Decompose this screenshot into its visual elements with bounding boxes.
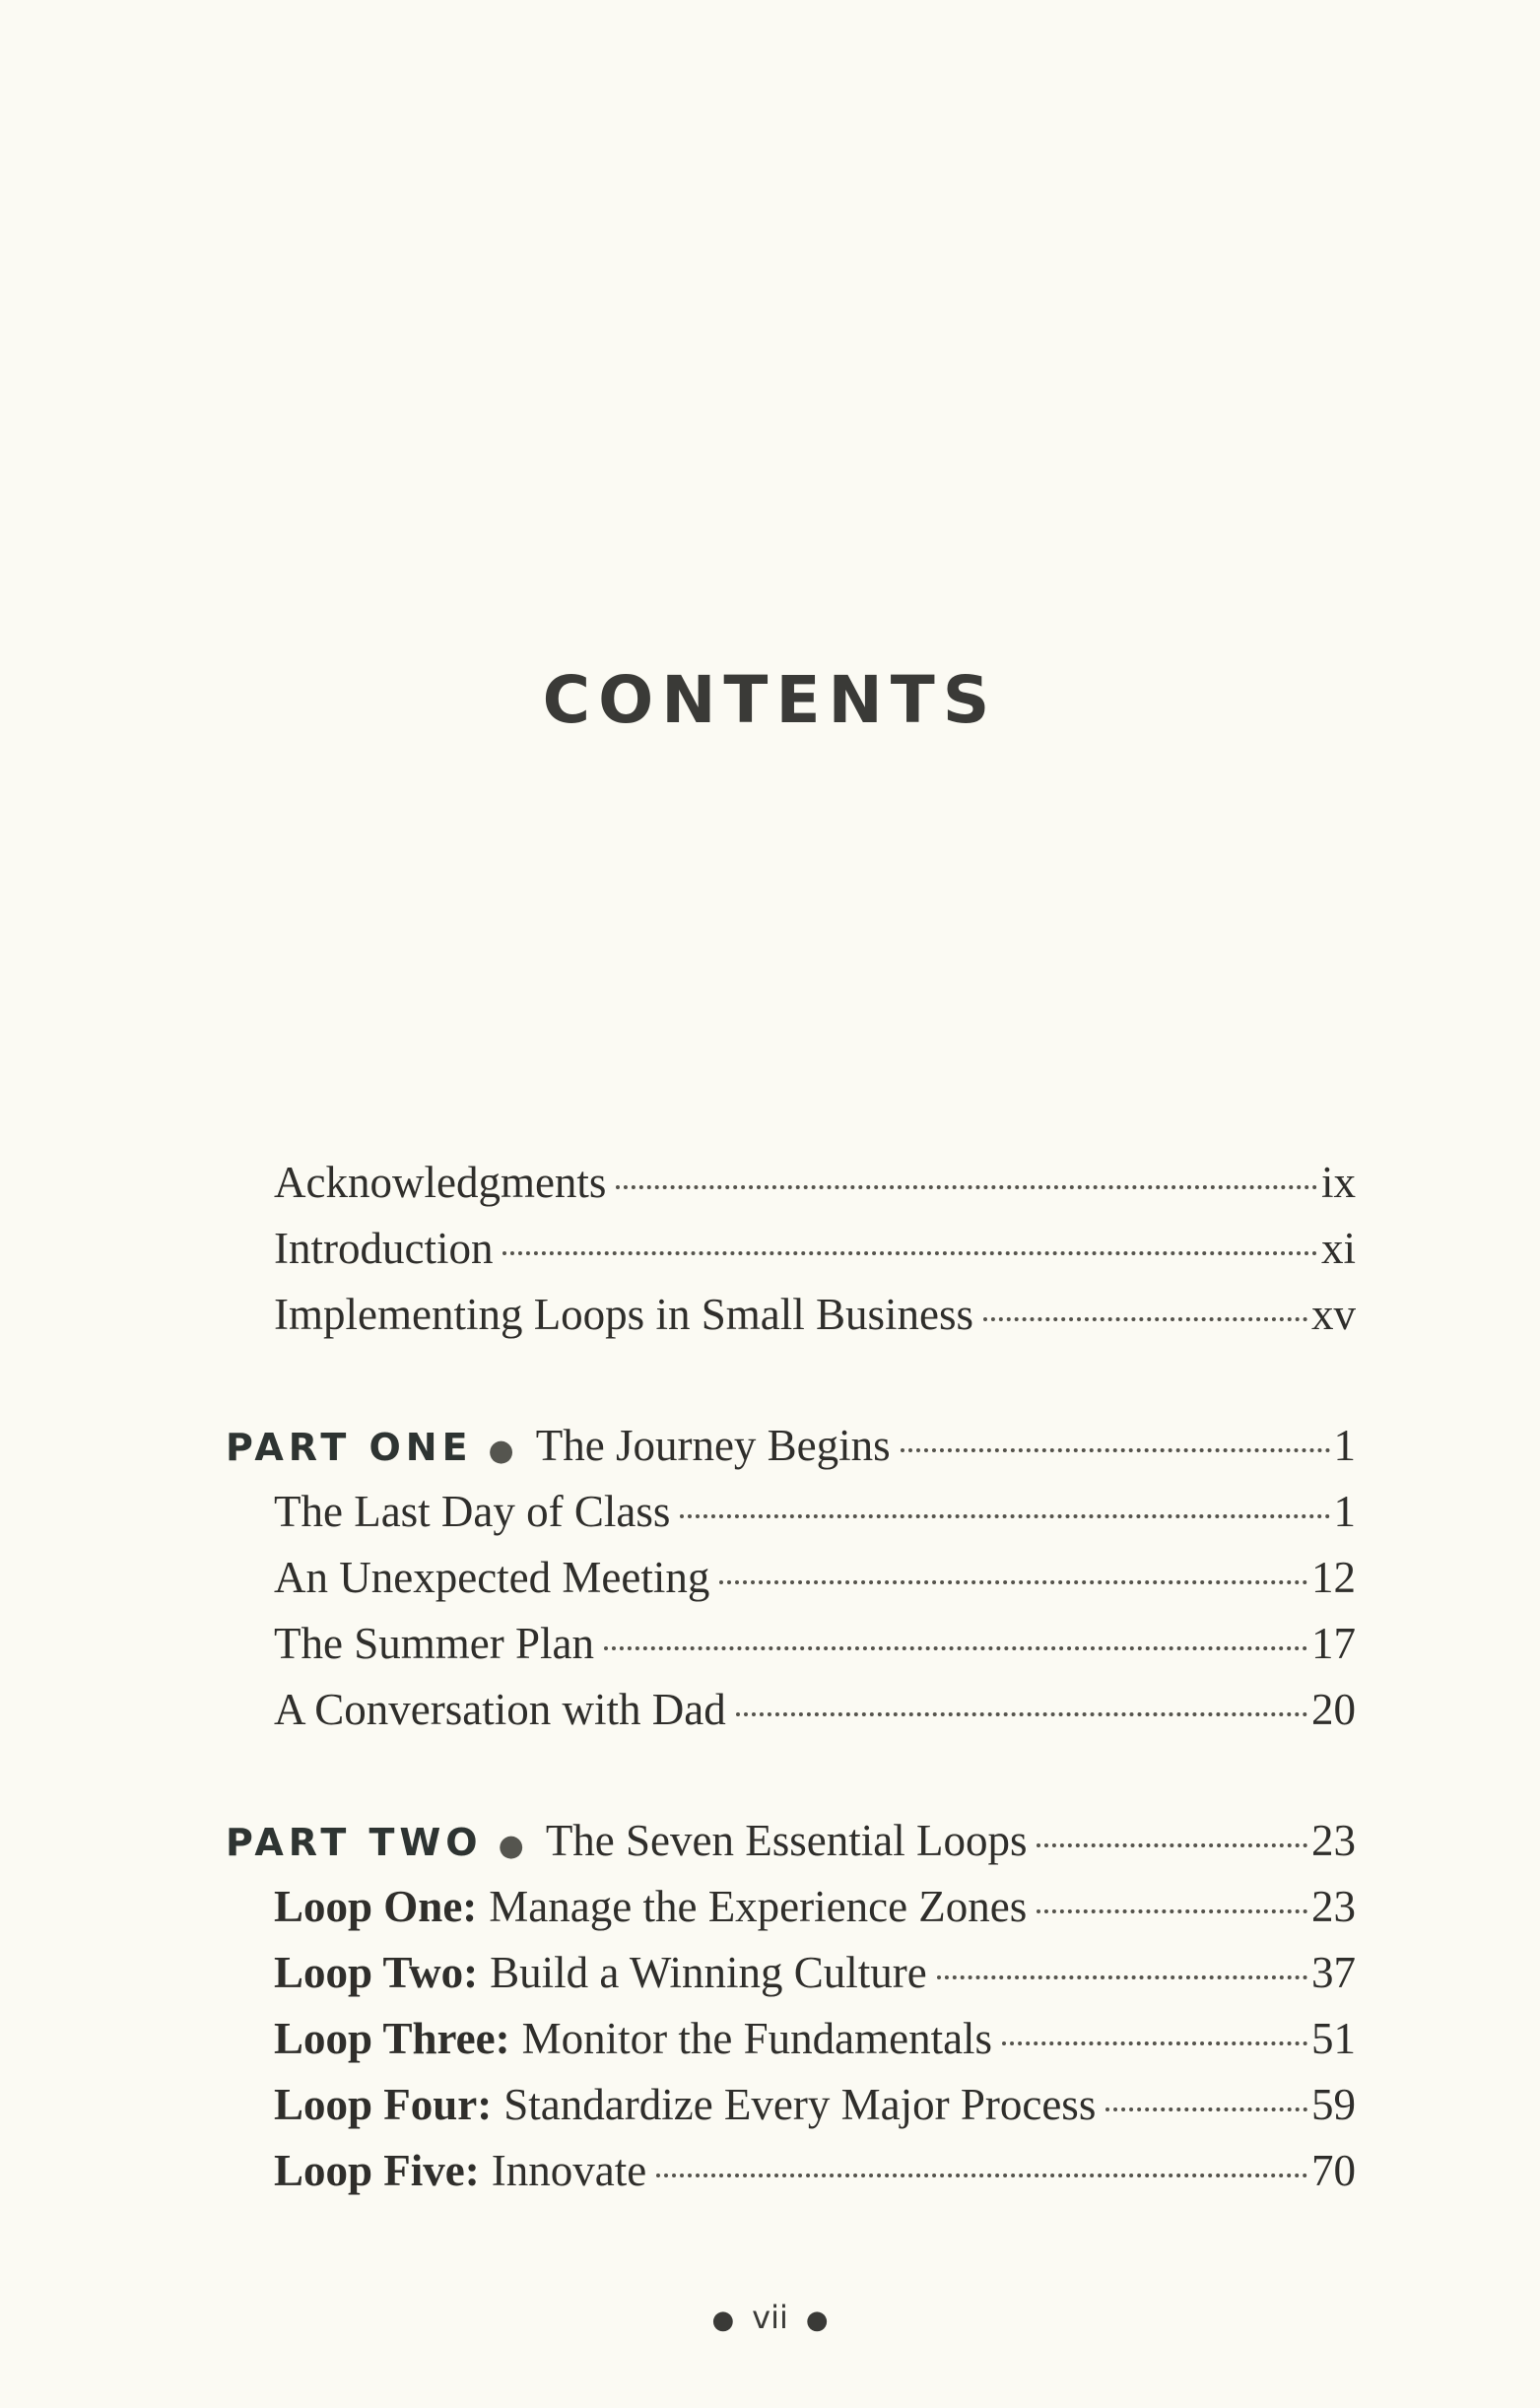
toc-entry-title: Build a Winning Culture (490, 1948, 927, 1997)
dot-leader (937, 1975, 1307, 1979)
dot-leader (616, 1185, 1317, 1189)
toc-entry-acknowledgments[interactable] (274, 1153, 1356, 1212)
toc-entry-title: A Conversation with Dad (274, 1685, 726, 1734)
dot-leader (901, 1448, 1330, 1452)
part-title: The Journey Begins (535, 1421, 891, 1470)
toc-entry[interactable] (274, 1680, 1356, 1739)
dot-leader (656, 2174, 1307, 2177)
dot-leader (604, 1646, 1307, 1650)
loop-lead: Loop Five: (274, 2146, 480, 2195)
dot-leader (1105, 2107, 1307, 2111)
toc-entry-page: xv (1311, 1290, 1356, 1339)
toc-entry-page: 59 (1311, 2080, 1356, 2129)
toc-entry-page: 12 (1311, 1553, 1356, 1602)
toc-entry-page: 1 (1333, 1487, 1356, 1536)
dot-leader (680, 1514, 1329, 1518)
bullet-icon: ● (711, 2306, 735, 2335)
dot-leader (502, 1251, 1317, 1255)
toc-entry-title: Monitor the Fundamentals (521, 2014, 993, 2063)
dot-leader (983, 1317, 1307, 1321)
toc-entry-title: Innovate (491, 2146, 647, 2195)
toc-entry[interactable] (274, 2075, 1356, 2134)
toc-entry[interactable] (274, 1877, 1356, 1936)
dot-leader (1037, 1909, 1307, 1913)
toc-entry-title: Acknowledgments (274, 1158, 607, 1207)
toc-entry-page: 70 (1311, 2146, 1356, 2195)
dot-leader (719, 1580, 1307, 1584)
toc-entry-implementing-loops[interactable] (274, 1285, 1356, 1344)
part-label: PART ONE (226, 1426, 473, 1469)
toc-entry[interactable] (274, 1614, 1356, 1673)
toc-entry[interactable] (274, 2009, 1356, 2068)
toc-entry-introduction[interactable] (274, 1219, 1356, 1278)
page-number-footer (0, 2299, 1540, 2336)
dot-leader (736, 1712, 1307, 1716)
toc-entry-page: 51 (1311, 2014, 1356, 2063)
bullet-separator-icon: ● (488, 1434, 514, 1468)
part-title: The Seven Essential Loops (545, 1816, 1028, 1865)
toc-entry-title: Implementing Loops in Small Business (274, 1290, 973, 1339)
toc-entry-page: 20 (1311, 1685, 1356, 1734)
toc-entry-page: ix (1320, 1158, 1356, 1207)
toc-entry-page: 23 (1311, 1882, 1356, 1931)
toc-entry[interactable] (274, 1548, 1356, 1607)
page-title: CONTENTS (542, 662, 998, 738)
page-number: vii (752, 2299, 788, 2336)
bullet-icon: ● (805, 2306, 829, 2335)
loop-lead: Loop Three: (274, 2014, 510, 2063)
toc-entry-title: The Summer Plan (274, 1619, 594, 1668)
toc-entry-title: Introduction (274, 1224, 494, 1273)
dot-leader (1002, 2041, 1307, 2045)
toc-part-two[interactable] (226, 1811, 1356, 1870)
dot-leader (1037, 1843, 1307, 1847)
toc-entry[interactable] (274, 2141, 1356, 2200)
toc-entry[interactable] (274, 1943, 1356, 2002)
toc-entry[interactable] (274, 1482, 1356, 1541)
toc-entry-page: 37 (1311, 1948, 1356, 1997)
toc-entry-page: 17 (1311, 1619, 1356, 1668)
part-label: PART TWO (226, 1821, 483, 1864)
toc-entry-page: xi (1320, 1224, 1356, 1273)
part-page: 1 (1333, 1421, 1356, 1470)
toc-entry-title: Manage the Experience Zones (489, 1882, 1028, 1931)
loop-lead: Loop Four: (274, 2080, 493, 2129)
toc-entry-title: An Unexpected Meeting (274, 1553, 710, 1602)
toc-part-one[interactable] (226, 1416, 1356, 1475)
part-page: 23 (1311, 1816, 1356, 1865)
toc-entry-title: Standardize Every Major Process (503, 2080, 1097, 2129)
loop-lead: Loop Two: (274, 1948, 479, 1997)
toc-entry-title: The Last Day of Class (274, 1487, 671, 1536)
bullet-separator-icon: ● (498, 1829, 524, 1863)
loop-lead: Loop One: (274, 1882, 478, 1931)
